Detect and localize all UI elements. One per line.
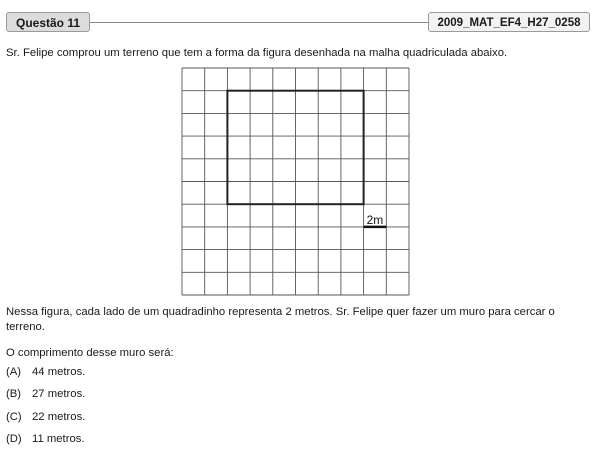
item-code-label: 2009_MAT_EF4_H27_0258 [437,17,581,29]
option-a-text: 44 metros. [32,366,86,378]
question-number-tag [6,12,90,32]
option-b[interactable] [6,387,85,402]
question-number-label: Questão 11 [15,16,81,30]
option-d[interactable] [6,432,85,447]
option-b-text: 27 metros. [32,388,86,400]
question-stem: Sr. Felipe comprou um terreno que tem a forma da figura desenhada na malha quadriculada abaixo. [6,47,508,59]
option-a[interactable] [6,365,85,380]
question-paragraph-2: O comprimento desse muro será: [6,347,174,359]
option-a-letter: (A) [6,366,22,378]
option-c-letter: (C) [6,411,22,423]
option-c[interactable] [6,410,85,425]
question-paragraph-1: Nessa figura, cada lado de um quadradinho representa 2 metros. Sr. Felipe quer fazer um muro para cercar o terreno. [6,306,555,333]
item-code-tag [428,12,590,32]
grid-lines [182,68,409,295]
option-b-letter: (B) [6,388,22,400]
grid-figure [180,66,411,297]
option-d-letter: (D) [6,433,22,445]
option-d-text: 11 metros. [32,433,85,445]
scale-label: 2m [366,212,384,227]
option-c-text: 22 metros. [32,411,86,423]
